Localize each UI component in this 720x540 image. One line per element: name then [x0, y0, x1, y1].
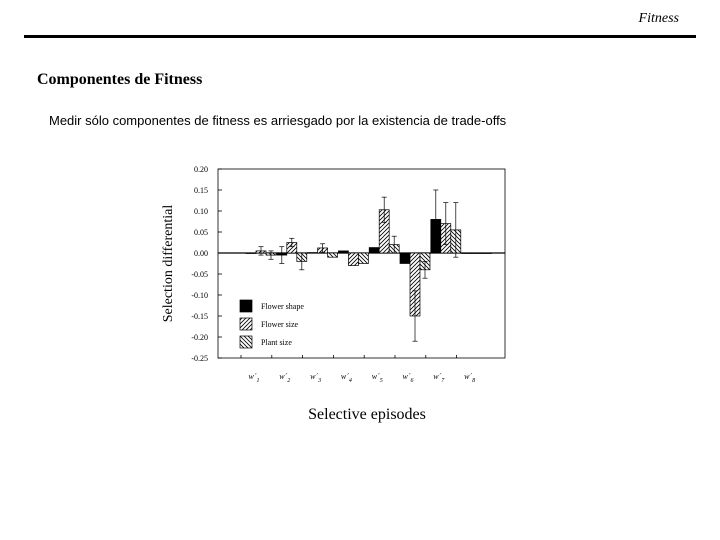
y-tick-label: -0.05 [191, 270, 208, 279]
legend-label: Plant size [261, 338, 292, 347]
x-tick-label: $w´_7$ [433, 372, 445, 384]
legend-swatch [240, 318, 252, 330]
x-tick-label: $w´_3$ [310, 372, 322, 384]
slide-subtitle: Medir sólo componentes de fitness es arriesgado por la existencia de trade-offs [49, 113, 507, 128]
y-tick-label: -0.25 [191, 354, 208, 363]
x-tick-label: $w´_6$ [402, 372, 414, 384]
y-tick-label: -0.15 [191, 312, 208, 321]
y-axis-title: Selection differential [161, 204, 176, 323]
y-tick-label: 0.20 [194, 165, 208, 174]
y-tick-label: -0.10 [191, 291, 208, 300]
legend-label: Flower size [261, 320, 299, 329]
bar [400, 253, 410, 264]
legend-label: Flower shape [261, 302, 304, 311]
legend-swatch [240, 300, 252, 312]
y-tick-label: 0.00 [194, 249, 208, 258]
bar [338, 251, 348, 253]
x-tick-label: $w´_8$ [464, 372, 476, 384]
bar [308, 253, 318, 254]
bar [369, 248, 379, 253]
bar [462, 253, 472, 254]
x-tick-label: $w´_4$ [340, 372, 352, 384]
x-tick-label: $w´_1$ [248, 372, 260, 384]
bar [348, 253, 358, 266]
legend-swatch [240, 336, 252, 348]
bar [328, 253, 338, 257]
y-tick-label: 0.10 [194, 207, 208, 216]
bar [358, 253, 368, 264]
bar [472, 253, 482, 254]
bar [246, 253, 256, 254]
x-tick-label: $w´_2$ [279, 372, 291, 384]
y-tick-label: 0.05 [194, 228, 208, 237]
y-tick-label: 0.15 [194, 186, 208, 195]
x-tick-label: $w´_5$ [371, 372, 383, 384]
x-axis-title: Selective episodes [308, 406, 426, 423]
y-tick-label: -0.20 [191, 333, 208, 342]
slide-title: Componentes de Fitness [37, 71, 203, 88]
section-header: Fitness [638, 11, 679, 26]
bar [482, 253, 492, 254]
